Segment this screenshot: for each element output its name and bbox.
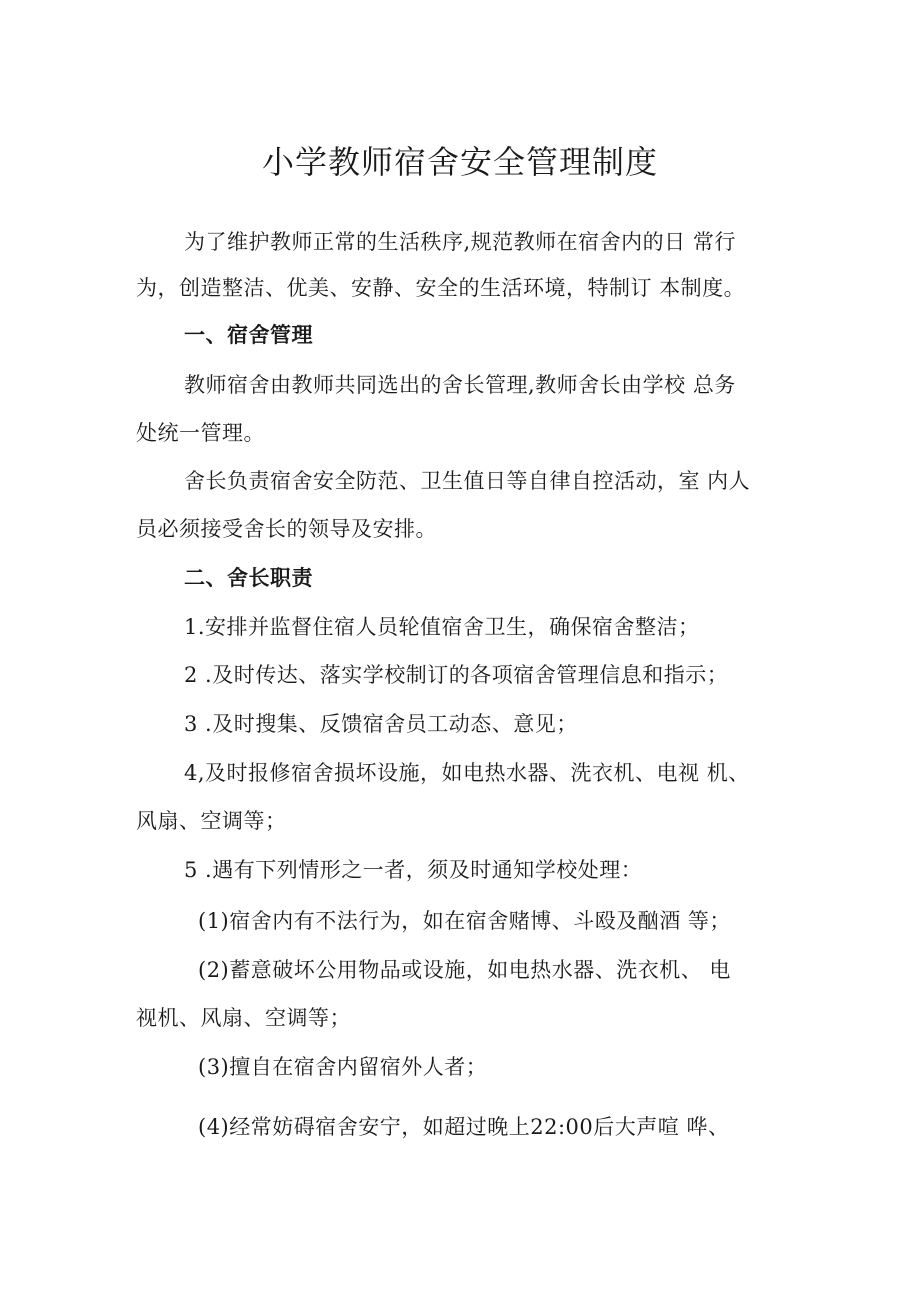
sub-list-item-continuation: 视机、风扇、空调等；	[136, 1006, 351, 1030]
list-item: 2 .及时传达、落实学校制订的各项宿舍管理信息和指示；	[184, 663, 729, 687]
sub-list-item: (4)经常妨碍宿舍安宁，如超过晚上22:00后大声喧 哗、	[198, 1115, 730, 1139]
paragraph-line: 教师宿舍由教师共同选出的舍长管理,教师舍长由学校 总务	[184, 373, 736, 397]
list-item: 4,及时报修宿舍损坏设施，如电热水器、洗衣机、电视 机、	[184, 761, 750, 785]
paragraph-line: 处统一管理。	[136, 421, 265, 445]
paragraph-line: 为，创造整洁、优美、安静、安全的生活环境，特制订 本制度。	[136, 276, 746, 300]
paragraph-line: 舍长负责宿舍安全防范、卫生值日等自律自控活动，室 内人	[184, 469, 751, 493]
section-heading: 一、宿舍管理	[184, 323, 313, 347]
list-item-continuation: 风扇、空调等；	[136, 809, 287, 833]
sub-list-item: (2)蓄意破坏公用物品或设施，如电热水器、洗衣机、 电	[198, 958, 731, 982]
section-heading: 二、舍长职责	[184, 566, 313, 590]
paragraph-line: 员必须接受舍长的领导及安排。	[136, 517, 437, 541]
list-item: 3 .及时搜集、反馈宿舍员工动态、意见；	[184, 712, 578, 736]
paragraph-line: 为了维护教师正常的生活秩序,规范教师在宿舍内的日 常行	[184, 230, 736, 254]
list-item: 1.安排并监督住宿人员轮值宿舍卫生，确保宿舍整洁；	[184, 615, 700, 639]
page-title: 小学教师宿舍安全管理制度	[261, 143, 658, 181]
sub-list-item: (3)擅自在宿舍内留宿外人者；	[198, 1055, 488, 1079]
list-item: 5 .遇有下列情形之一者，须及时通知学校处理：	[184, 858, 643, 882]
sub-list-item: (1)宿舍内有不法行为，如在宿舍赌博、斗殴及酗酒 等；	[198, 909, 731, 933]
